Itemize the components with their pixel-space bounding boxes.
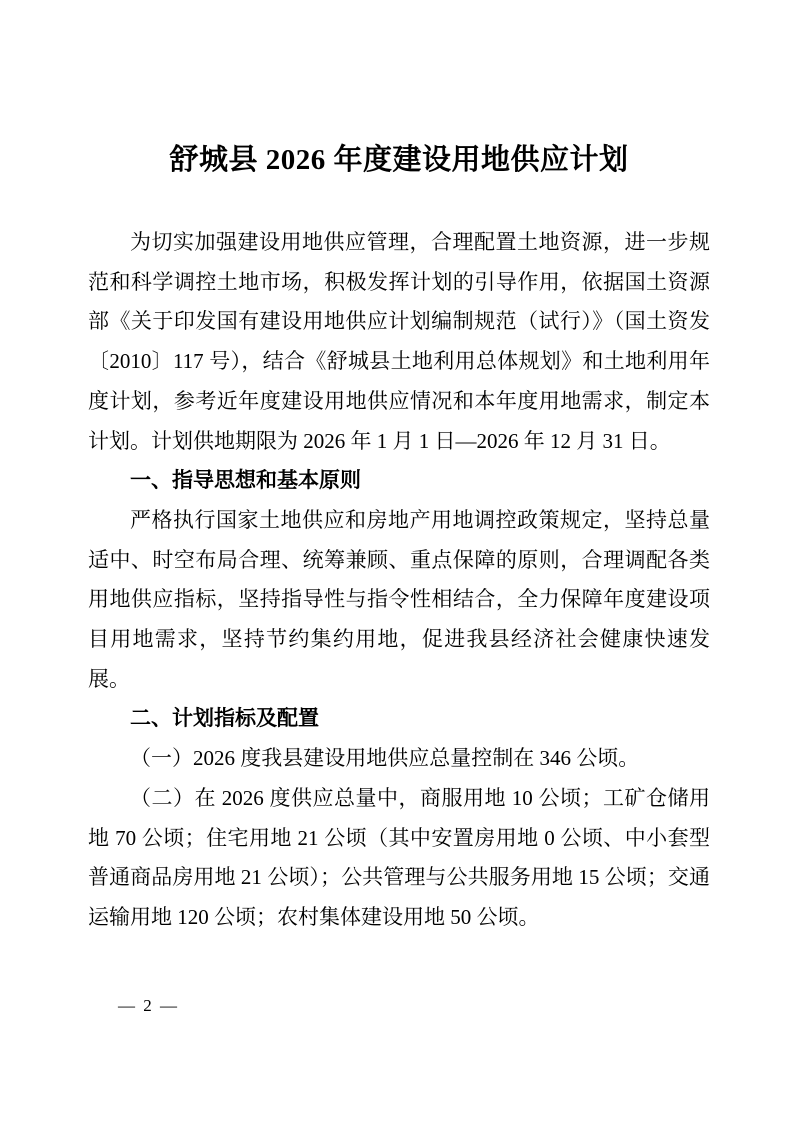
paragraph-section2-item1: （一）2026 度我县建设用地供应总量控制在 346 公顷。: [130, 746, 640, 771]
page-number: — 2 —: [118, 996, 179, 1015]
document-content: [88, 0, 710, 938]
section-heading-1: 一、指导思想和基本原则: [130, 469, 361, 493]
paragraph-intro: 为切实加强建设用地供应管理，合理配置土地资源，进一步规范和科学调控土地市场，积极发挥计划的引导作用，依据国土资源部《关于印发国有建设用地供应计划编制规范（试行）》（国土资发〔2010〕117 号），结合《舒城县土地利用总体规划》和土地利用年度计划，参考近年度建设用地供应情况和本年度用地需求，制定本计划。计划供地期限为 2026 年 1 月 1 日—2026 年 12 月 31 日。: [88, 230, 710, 453]
paragraph-section2-item2: （二）在 2026 度供应总量中，商服用地 10 公顷；工矿仓储用地 70 公顷；住宅用地 21 公顷（其中安置房用地 0 公顷、中小套型普通商品房用地 21 公顷）；公共管理与公共服务用地 15 公顷；交通运输用地 120 公顷；农村集体建设用地 50 公顷。: [88, 785, 710, 929]
section-heading-2: 二、计划指标及配置: [130, 707, 319, 731]
page-title: 舒城县 2026 年度建设用地供应计划: [169, 144, 629, 176]
paragraph-section1-body: 严格执行国家土地供应和房地产用地调控政策规定，坚持总量适中、时空布局合理、统筹兼顾、重点保障的原则，合理调配各类用地供应指标，坚持指导性与指令性相结合，全力保障年度建设项目用地需求，坚持节约集约用地，促进我县经济社会健康快速发展。: [88, 507, 710, 691]
